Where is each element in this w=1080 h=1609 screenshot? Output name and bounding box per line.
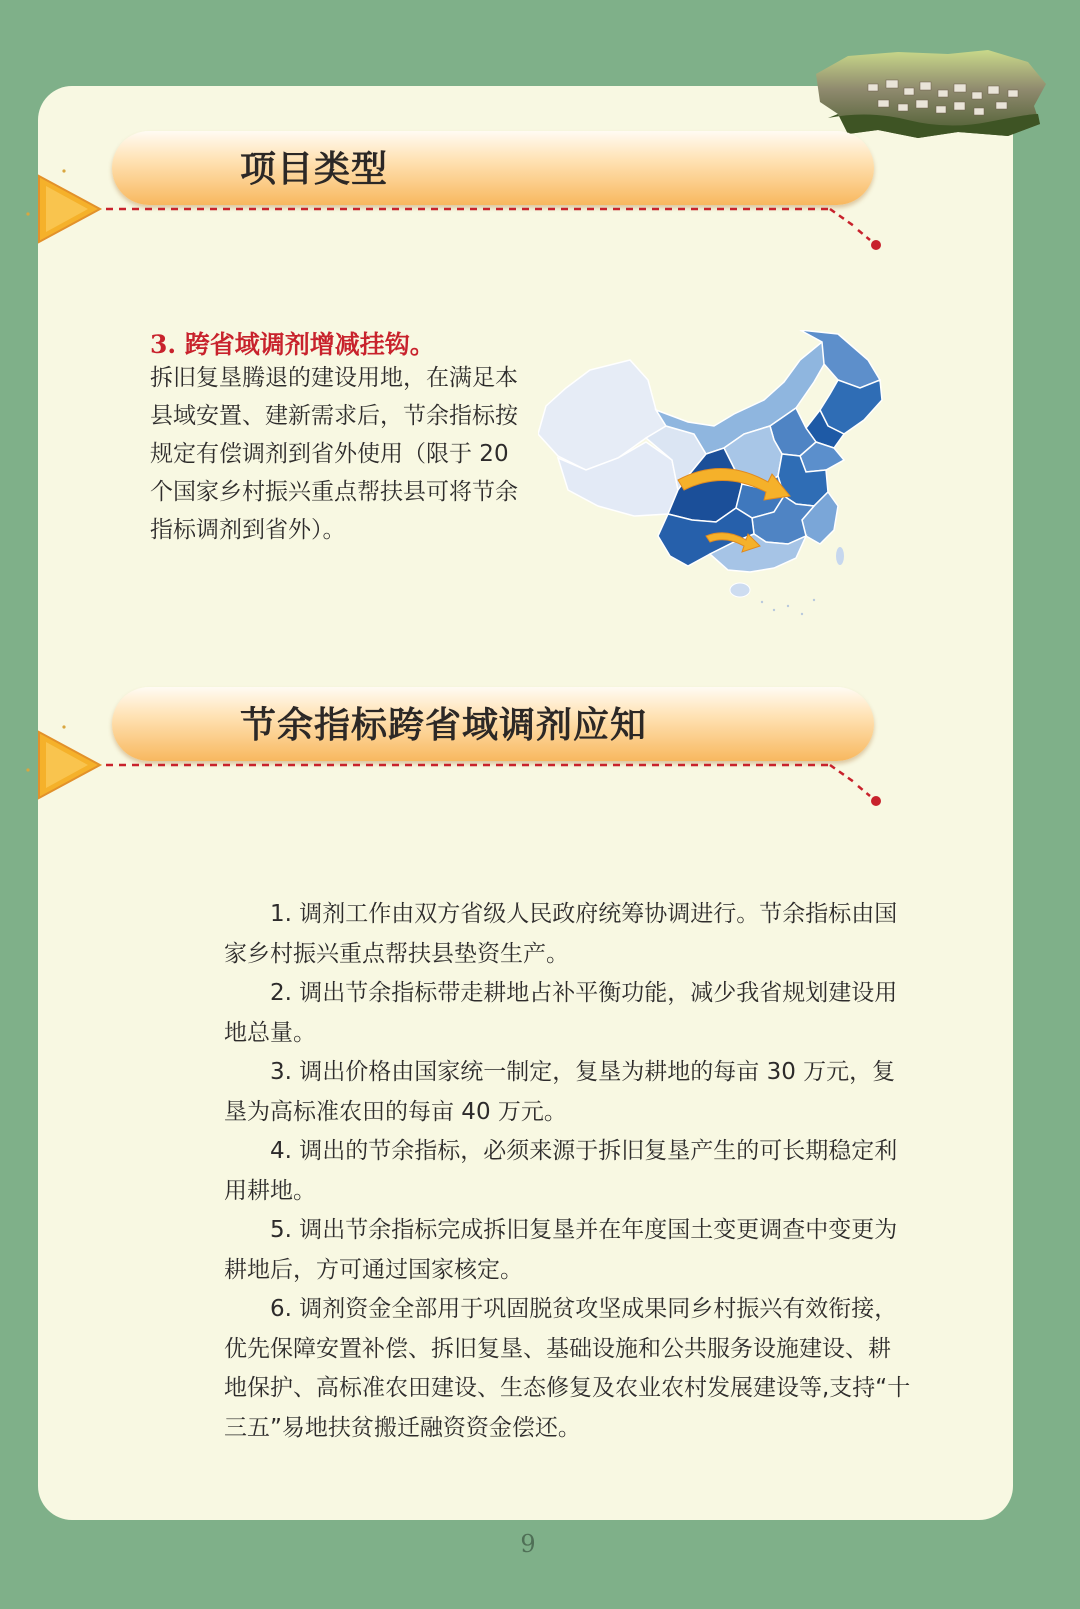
china-map-icon	[538, 330, 910, 620]
note-item: 2. 调出节余指标带走耕地占补平衡功能，减少我省规划建设用地总量。	[224, 980, 898, 1046]
note-item: 1. 调剂工作由双方省级人民政府统筹协调进行。节余指标由国家乡村振兴重点帮扶县垫资生产。	[224, 901, 898, 967]
section-title: 节余指标跨省域调剂应知	[240, 704, 648, 746]
village-photo-icon	[808, 44, 1050, 140]
pointer-triangle-icon	[22, 168, 902, 258]
note-item: 3. 调出价格由国家统一制定，复垦为耕地的每亩 30 万元，复垦为高标准农田的每亩 40 万元。	[224, 1059, 896, 1125]
note-item: 4. 调出的节余指标，必须来源于拆旧复垦产生的可长期稳定利用耕地。	[224, 1138, 898, 1204]
item-heading: 3. 跨省域调剂增减挂钩。	[150, 330, 435, 359]
item-body: 拆旧复垦腾退的建设用地，在满足本县域安置、建新需求后，节余指标按规定有偿调剂到省外使用（限于 20 个国家乡村振兴重点帮扶县可将节余指标调剂到省外）。	[150, 365, 518, 543]
section-title: 项目类型	[240, 148, 389, 190]
note-item: 6. 调剂资金全部用于巩固脱贫攻坚成果同乡村振兴有效衔接，优先保障安置补偿、拆旧复垦、基础设施和公共服务设施建设、耕地保护、高标准农田建设、生态修复及农业农村发展建设等,支持“十三五”易地扶贫搬迁融资资金偿还。	[224, 1296, 911, 1441]
notes-list	[224, 895, 912, 1448]
note-item: 5. 调出节余指标完成拆旧复垦并在年度国土变更调查中变更为耕地后，方可通过国家核定。	[224, 1217, 898, 1283]
pointer-triangle-icon	[22, 724, 902, 814]
page-number: 9	[520, 1530, 536, 1558]
